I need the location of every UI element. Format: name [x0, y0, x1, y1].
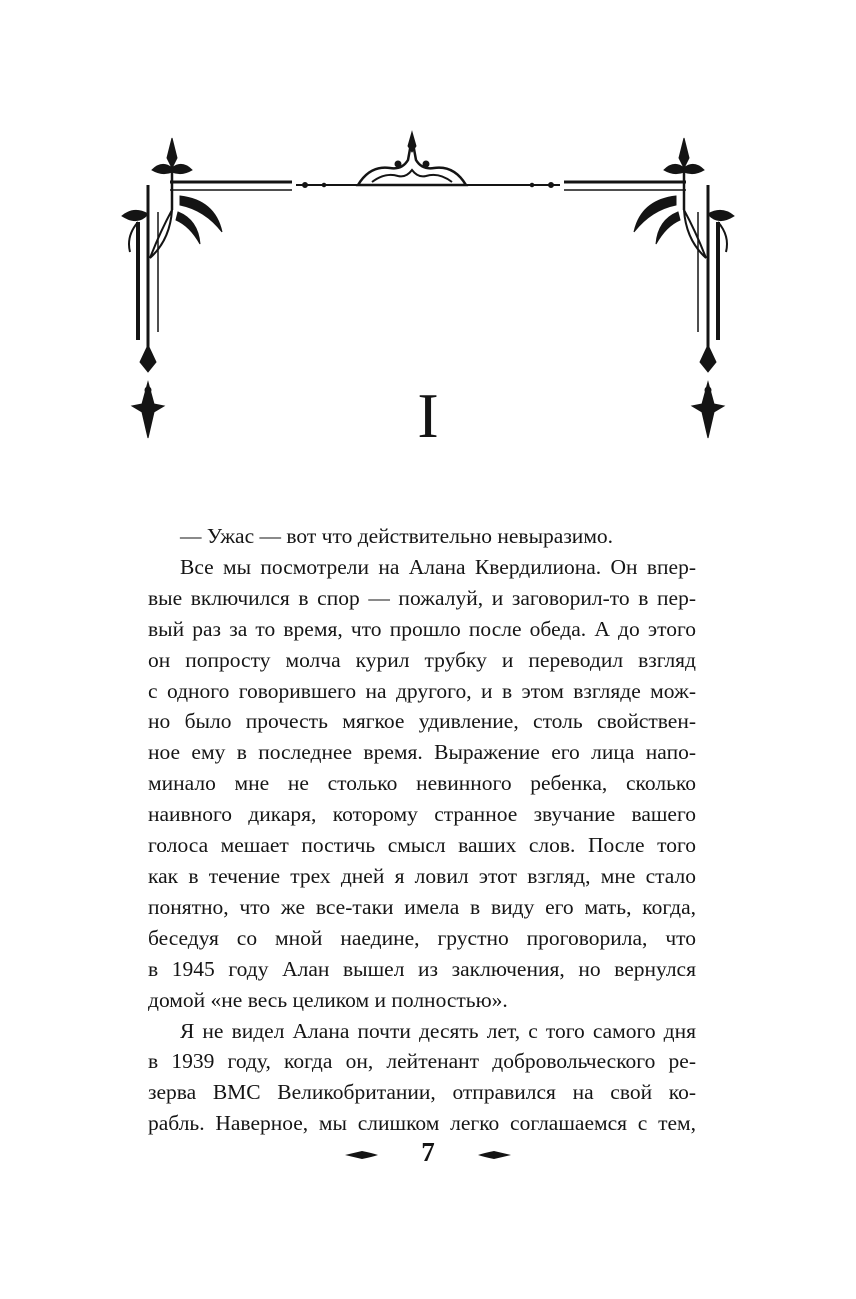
text-line: Я не видел Алана почти десять лет, с того самого дня [180, 1018, 696, 1043]
text-line: домой «не весь целиком и полностью». [148, 987, 508, 1012]
text-line: минало мне не столько невинного ребенка, сколько [148, 771, 696, 796]
text-line: ное ему в последнее время. Выражение его лица напо- [148, 740, 696, 765]
text-line: понятно, что же все-таки имела в виду его мать, когда, [148, 894, 696, 919]
text-line: вый раз за то время, что прошло после обеда. А до этого [148, 616, 696, 641]
text-line: но было прочесть мягкое удивление, столь свойствен- [148, 709, 696, 734]
text-line: наивного дикаря, которому странное звучание вашего [148, 802, 696, 827]
text-line: вые включился в спор — пожалуй, и заговорил-то в пер- [148, 585, 696, 610]
text-line: Все мы посмотрели на Алана Квердилиона. Он впер- [180, 554, 696, 579]
chapter-number: I [417, 380, 439, 451]
text-line: зерва ВМС Великобритании, отправился на свой ко- [148, 1080, 696, 1105]
text-line: с одного говорившего на другого, и в этом взгляде мож- [148, 678, 696, 703]
text-line: он попросту молча курил трубку и переводил взгляд [148, 647, 696, 672]
text-line: — Ужас — вот что действительно невыразимо. [180, 524, 614, 548]
text-line: в 1945 году Алан вышел из заключения, но вернулся [148, 956, 696, 981]
text-line: голоса мешает постичь смысл ваших слов. После того [148, 833, 696, 858]
text-line: как в течение трех дней я ловил этот взгляд, мне стало [148, 863, 696, 888]
center-crest-ornament [358, 132, 466, 185]
page-number: 7 [421, 1137, 435, 1167]
text-line: рабль. Наверное, мы слишком легко соглашаемся с тем, [148, 1111, 696, 1136]
text-line: беседуя со мной наедине, грустно проговорила, что [148, 925, 696, 950]
body-text [148, 521, 696, 1139]
text-line: в 1939 году, когда он, лейтенант добровольческого ре- [148, 1049, 696, 1074]
